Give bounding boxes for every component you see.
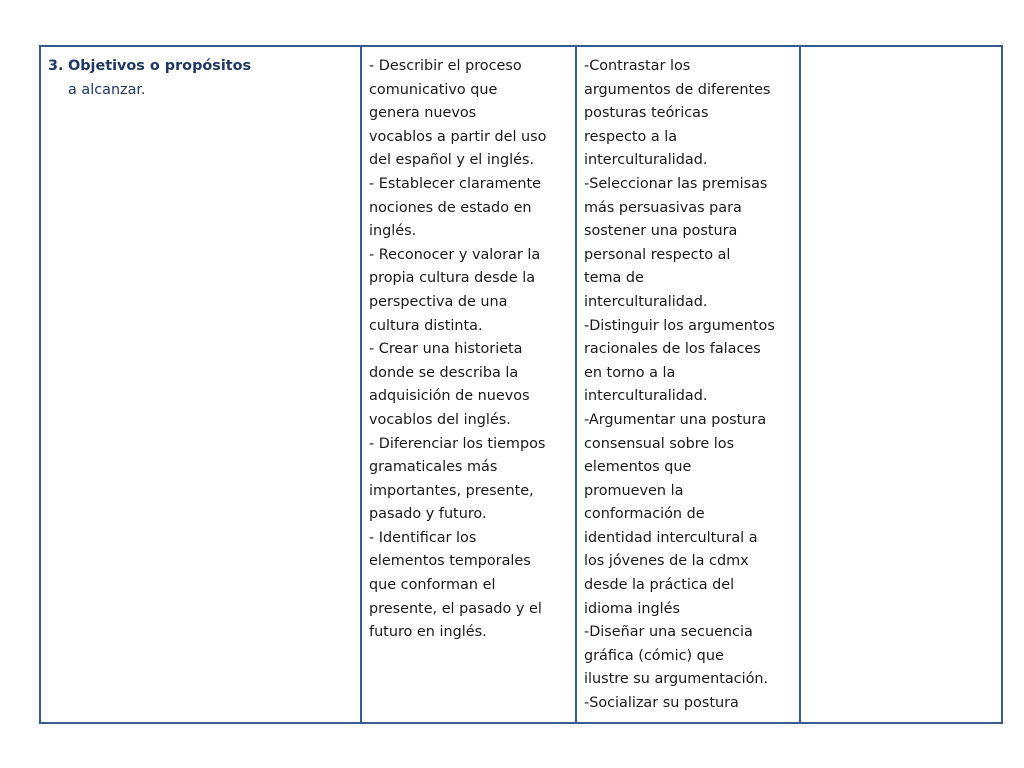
text-line: - Establecer claramente bbox=[369, 175, 542, 192]
text-line: presente, el pasado y el bbox=[369, 600, 542, 617]
table-row bbox=[40, 46, 1002, 723]
text-line: pasado y futuro. bbox=[369, 506, 487, 523]
text-line: inglés. bbox=[369, 223, 417, 240]
objectives-table bbox=[39, 45, 1003, 724]
text-line: tema de bbox=[584, 270, 644, 287]
text-line: posturas teóricas bbox=[584, 105, 709, 122]
text-line: idioma inglés bbox=[584, 600, 680, 617]
text-line: personal respecto al bbox=[584, 246, 731, 263]
text-line: propia cultura desde la bbox=[369, 270, 536, 287]
objectives-list-general bbox=[369, 55, 568, 645]
text-line: gráfica (cómic) que bbox=[584, 647, 724, 664]
section-heading bbox=[48, 55, 353, 79]
text-line: consensual sobre los bbox=[584, 435, 735, 452]
text-line: más persuasivas para bbox=[584, 199, 742, 216]
text-line: genera nuevos bbox=[369, 105, 477, 122]
text-line: adquisición de nuevos bbox=[369, 388, 530, 405]
text-line: - Crear una historieta bbox=[369, 341, 523, 358]
text-line: -Socializar su postura bbox=[584, 695, 739, 712]
text-line: - Diferenciar los tiempos bbox=[369, 435, 546, 452]
text-line: racionales de los falaces bbox=[584, 341, 761, 358]
text-line: - Identificar los bbox=[369, 529, 477, 546]
text-line: donde se describa la bbox=[369, 364, 519, 381]
text-line: gramaticales más bbox=[369, 459, 498, 476]
text-line: interculturalidad. bbox=[584, 293, 708, 310]
text-line: nociones de estado en bbox=[369, 199, 532, 216]
text-line: elementos que bbox=[584, 459, 692, 476]
text-line: ilustre su argumentación. bbox=[584, 671, 769, 688]
text-line: interculturalidad. bbox=[584, 388, 708, 405]
text-line: -Seleccionar las premisas bbox=[584, 175, 768, 192]
text-line: importantes, presente, bbox=[369, 482, 534, 499]
text-line: comunicativo que bbox=[369, 81, 498, 98]
text-line: perspectiva de una bbox=[369, 293, 508, 310]
text-line: futuro en inglés. bbox=[369, 624, 487, 641]
text-line: -Argumentar una postura bbox=[584, 411, 767, 428]
text-line: los jóvenes de la cdmx bbox=[584, 553, 749, 570]
text-line: -Diseñar una secuencia bbox=[584, 624, 753, 641]
text-line: vocablos a partir del uso bbox=[369, 128, 547, 145]
text-line: interculturalidad. bbox=[584, 152, 708, 169]
section-heading-cell bbox=[40, 46, 361, 723]
objectives-list-argumentation bbox=[584, 55, 792, 716]
text-line: promueven la bbox=[584, 482, 684, 499]
objectives-cell-argumentation bbox=[576, 46, 800, 723]
text-line: sostener una postura bbox=[584, 223, 738, 240]
section-number: 3. bbox=[48, 58, 64, 74]
empty-cell bbox=[800, 46, 1002, 723]
text-line: conformación de bbox=[584, 506, 705, 523]
text-line: - Describir el proceso bbox=[369, 58, 522, 74]
text-line: argumentos de diferentes bbox=[584, 81, 771, 98]
section-subtitle: a alcanzar. bbox=[68, 81, 146, 98]
section-title: Objetivos o propósitos bbox=[68, 58, 252, 74]
text-line: identidad intercultural a bbox=[584, 529, 758, 546]
text-line: vocablos del inglés. bbox=[369, 411, 511, 428]
text-line: cultura distinta. bbox=[369, 317, 483, 334]
objectives-cell-general bbox=[361, 46, 576, 723]
text-line: que conforman el bbox=[369, 577, 496, 594]
text-line: desde la práctica del bbox=[584, 577, 735, 594]
text-line: en torno a la bbox=[584, 364, 676, 381]
text-line: respecto a la bbox=[584, 128, 678, 145]
text-line: - Reconocer y valorar la bbox=[369, 246, 541, 263]
text-line: del español y el inglés. bbox=[369, 152, 535, 169]
text-line: -Contrastar los bbox=[584, 58, 691, 74]
text-line: -Distinguir los argumentos bbox=[584, 317, 775, 334]
text-line: elementos temporales bbox=[369, 553, 531, 570]
